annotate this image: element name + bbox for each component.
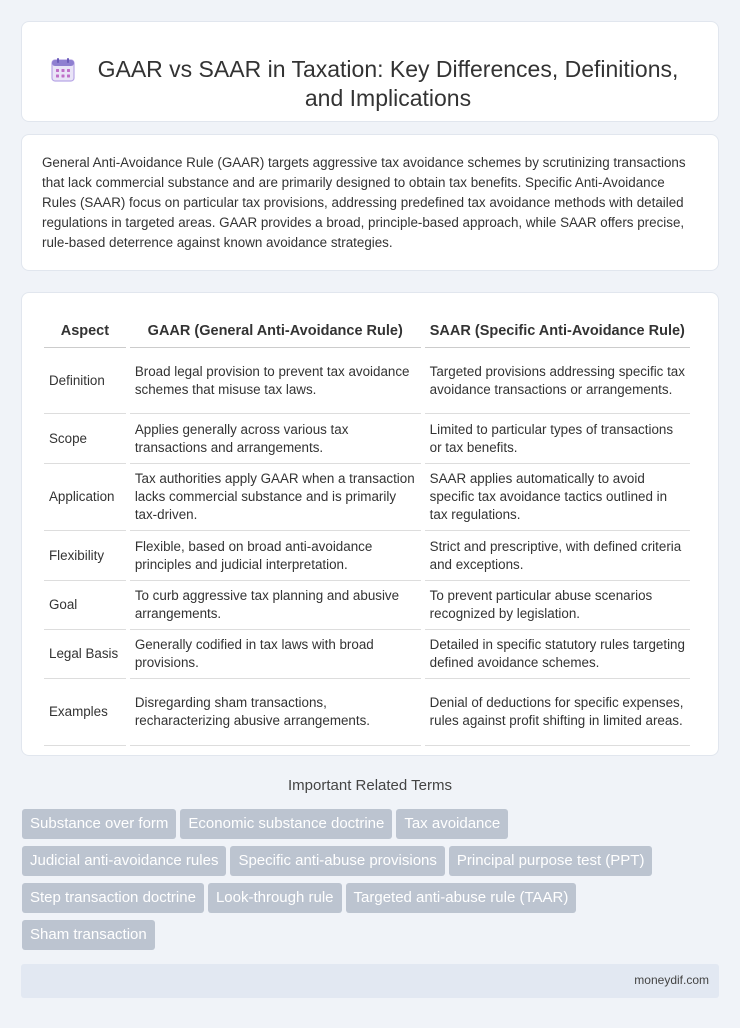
aspect-cell: Scope bbox=[44, 414, 126, 464]
table-row bbox=[44, 348, 690, 414]
gaar-cell: Tax authorities apply GAAR when a transaction lacks commercial substance and is primarily tax-driven. bbox=[130, 464, 421, 531]
related-term-tag[interactable]: Principal purpose test (PPT) bbox=[449, 846, 653, 876]
table-row bbox=[44, 581, 690, 630]
saar-cell: Targeted provisions addressing specific tax avoidance transactions or arrangements. bbox=[425, 348, 690, 414]
related-terms-title: Important Related Terms bbox=[288, 777, 452, 794]
aspect-cell: Definition bbox=[44, 348, 126, 414]
gaar-cell: Disregarding sham transactions, recharacterizing abusive arrangements. bbox=[130, 679, 421, 746]
related-term-tag[interactable]: Targeted anti-abuse rule (TAAR) bbox=[346, 883, 577, 913]
gaar-cell: Broad legal provision to prevent tax avoidance schemes that misuse tax laws. bbox=[130, 348, 421, 414]
header-saar: SAAR (Specific Anti-Avoidance Rule) bbox=[425, 315, 690, 348]
saar-cell: Denial of deductions for specific expenses, rules against profit shifting in limited areas. bbox=[425, 679, 690, 746]
footer bbox=[21, 964, 719, 998]
calendar-icon bbox=[50, 57, 76, 83]
header-gaar: GAAR (General Anti-Avoidance Rule) bbox=[130, 315, 421, 348]
related-term-tag[interactable]: Substance over form bbox=[22, 809, 176, 839]
header-aspect: Aspect bbox=[44, 315, 126, 348]
title-card bbox=[21, 21, 719, 122]
saar-cell: Strict and prescriptive, with defined criteria and exceptions. bbox=[425, 531, 690, 581]
gaar-cell: Generally codified in tax laws with broad provisions. bbox=[130, 630, 421, 679]
saar-cell: Limited to particular types of transactions or tax benefits. bbox=[425, 414, 690, 464]
aspect-cell: Examples bbox=[44, 679, 126, 746]
saar-cell: Detailed in specific statutory rules targeting defined avoidance schemes. bbox=[425, 630, 690, 679]
related-term-tag[interactable]: Look-through rule bbox=[208, 883, 342, 913]
related-terms-list bbox=[22, 809, 722, 957]
comparison-table bbox=[40, 315, 694, 746]
comparison-table-card bbox=[21, 292, 719, 756]
table-header-row bbox=[44, 315, 690, 348]
gaar-cell: To curb aggressive tax planning and abusive arrangements. bbox=[130, 581, 421, 630]
table-row bbox=[44, 414, 690, 464]
aspect-cell: Legal Basis bbox=[44, 630, 126, 679]
table-row bbox=[44, 630, 690, 679]
gaar-cell: Applies generally across various tax transactions and arrangements. bbox=[130, 414, 421, 464]
intro-paragraph: General Anti-Avoidance Rule (GAAR) targets aggressive tax avoidance schemes by scrutinizing transactions that lack commercial substance and are primarily designed to obtain tax benefits. Specific Anti-Avoidance Rules (SAAR) focus on particular tax provisions, addressing predefined tax avoidance methods with detailed regulations in targeted areas. GAAR provides a broad, principle-based approach, while SAAR offers precise, rule-based deterrence against known avoidance strategies. bbox=[42, 155, 686, 250]
related-term-tag[interactable]: Sham transaction bbox=[22, 920, 155, 950]
related-term-tag[interactable]: Economic substance doctrine bbox=[180, 809, 392, 839]
related-term-tag[interactable]: Judicial anti-avoidance rules bbox=[22, 846, 226, 876]
footer-site-link[interactable]: moneydif.com bbox=[634, 973, 709, 987]
table-row bbox=[44, 679, 690, 746]
table-row bbox=[44, 464, 690, 531]
aspect-cell: Goal bbox=[44, 581, 126, 630]
table-row bbox=[44, 531, 690, 581]
intro-card bbox=[21, 134, 719, 271]
aspect-cell: Application bbox=[44, 464, 126, 531]
saar-cell: SAAR applies automatically to avoid specific tax avoidance tactics outlined in tax regulations. bbox=[425, 464, 690, 531]
related-term-tag[interactable]: Tax avoidance bbox=[396, 809, 508, 839]
aspect-cell: Flexibility bbox=[44, 531, 126, 581]
related-term-tag[interactable]: Specific anti-abuse provisions bbox=[230, 846, 444, 876]
saar-cell: To prevent particular abuse scenarios recognized by legislation. bbox=[425, 581, 690, 630]
related-term-tag[interactable]: Step transaction doctrine bbox=[22, 883, 204, 913]
page-title: GAAR vs SAAR in Taxation: Key Differences, Definitions, and Implications bbox=[97, 55, 679, 111]
gaar-cell: Flexible, based on broad anti-avoidance principles and judicial interpretation. bbox=[130, 531, 421, 581]
